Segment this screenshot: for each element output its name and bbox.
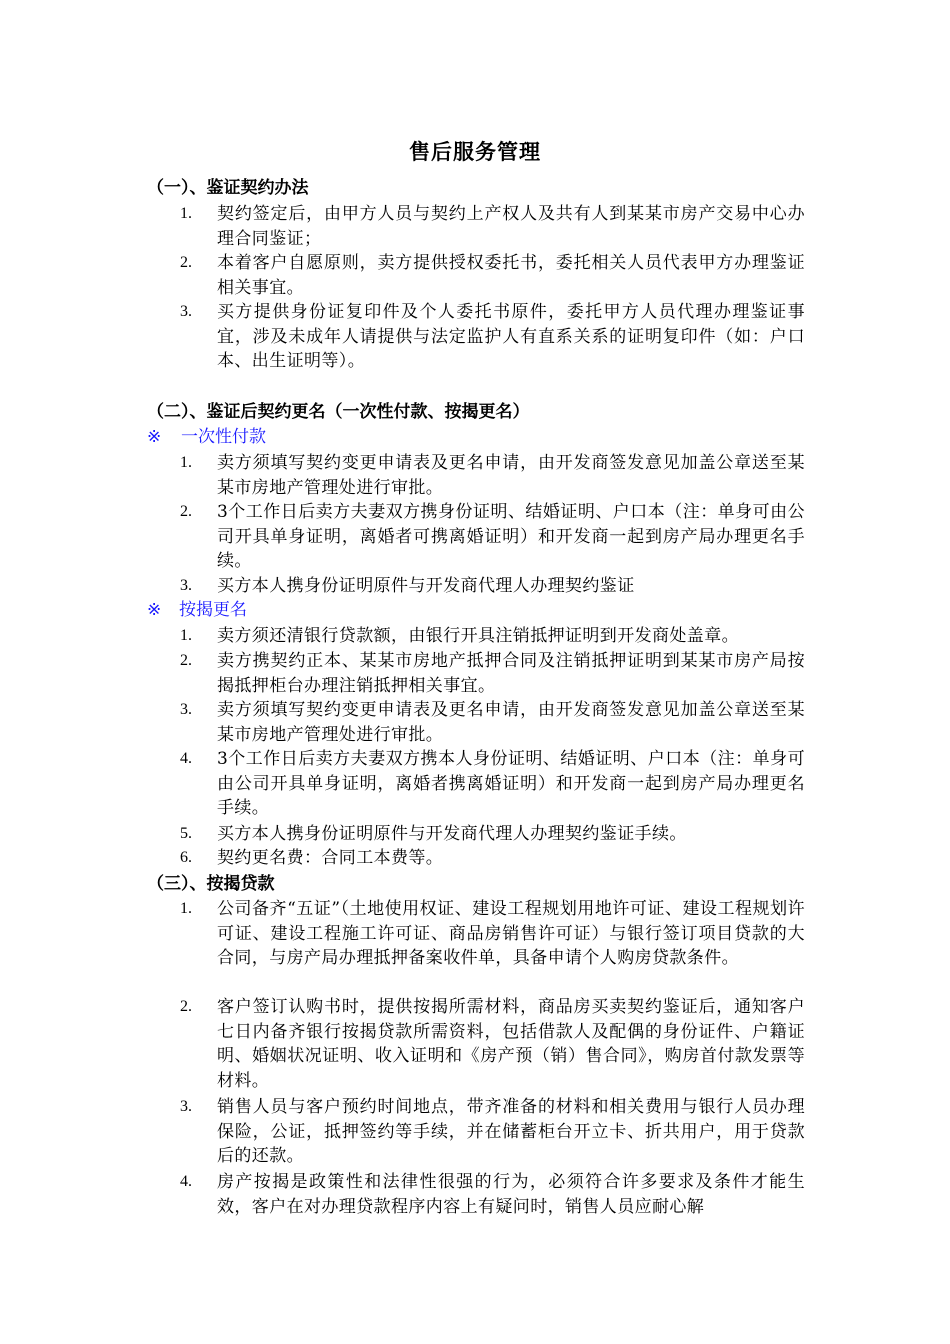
list-item — [180, 698, 805, 747]
item-text: 卖方须还清银行贷款额，由银行开具注销抵押证明到开发商处盖章。 — [217, 626, 739, 646]
list-item — [180, 649, 805, 698]
item-number: 4. — [180, 750, 192, 767]
item-text: 买方提供身份证复印件及个人委托书原件，委托甲方人员代理办理鉴证事宜，涉及未成年人请提供与法定监护人有直系关系的证明复印件（如：户口本、出生证明等）。 — [217, 302, 805, 371]
item-text: 3个工作日后卖方夫妻双方携身份证明、结婚证明、户口本（注：单身可由公司开具单身证明，离婚者可携离婚证明）和开发商一起到房产局办理更名手续。 — [217, 502, 805, 571]
list-item — [180, 500, 805, 574]
item-number: 2. — [180, 652, 192, 669]
item-text: 卖方须填写契约变更申请表及更名申请，由开发商签发意见加盖公章送至某某市房地产管理处进行审批。 — [217, 700, 805, 745]
item-number: 3. — [180, 577, 192, 594]
list-item — [180, 451, 805, 500]
section-heading: （三）、按揭贷款 — [147, 874, 275, 894]
list-item — [180, 995, 805, 1093]
item-text: 销售人员与客户预约时间地点，带齐准备的材料和相关费用与银行人员办理保险，公证，抵押签约等手续，并在储蓄柜台开立卡、折共用户，用于贷款后的还款。 — [217, 1097, 805, 1166]
section-heading: （二）、鉴证后契约更名（一次性付款、按揭更名） — [147, 402, 530, 422]
item-number: 3. — [180, 1098, 192, 1115]
item-number: 2. — [180, 998, 192, 1015]
list-item — [180, 251, 805, 300]
item-number: 2. — [180, 254, 192, 271]
section-heading: （一）、鉴证契约办法 — [147, 178, 309, 198]
item-number: 2. — [180, 503, 192, 520]
subsection-title: 一次性付款 — [181, 427, 266, 447]
item-text: 买方本人携身份证明原件与开发商代理人办理契约鉴证手续。 — [217, 824, 687, 844]
item-text: 公司备齐“五证”（土地使用权证、建设工程规划用地许可证、建设工程规划许可证、建设工程施工许可证、商品房销售许可证）与银行签订项目贷款的大合同，与房产局办理抵押备案收件单，具备申请个人购房贷款条件。 — [217, 899, 805, 968]
item-text: 买方本人携身份证明原件与开发商代理人办理契约鉴证 — [217, 576, 635, 596]
subsection-title: 按揭更名 — [179, 600, 247, 620]
list-item — [180, 846, 805, 871]
item-text: 3个工作日后卖方夫妻双方携本人身份证明、结婚证明、户口本（注：单身可由公司开具单身证明，离婚者携离婚证明）和开发商一起到房产局办理更名手续。 — [217, 749, 805, 818]
list-item — [180, 747, 805, 821]
item-text: 契约更名费：合同工本费等。 — [217, 848, 444, 868]
list-item — [180, 1095, 805, 1169]
item-text: 契约签定后，由甲方人员与契约上产权人及共有人到某某市房产交易中心办理合同鉴证； — [217, 204, 805, 249]
list-item — [180, 202, 805, 251]
list-item — [180, 624, 805, 649]
subsection-heading-mortgage-rename — [147, 598, 247, 622]
reference-mark: ※ — [147, 427, 162, 447]
list-item — [180, 897, 805, 971]
page-title: 售后服务管理 — [409, 139, 541, 164]
subsection-heading-lump-sum — [147, 425, 266, 449]
item-number: 1. — [180, 454, 192, 471]
item-text: 本着客户自愿原则，卖方提供授权委托书，委托相关人员代表甲方办理鉴证相关事宜。 — [217, 253, 805, 298]
item-number: 3. — [180, 303, 192, 320]
list-item — [180, 574, 805, 599]
list-item — [180, 1170, 805, 1219]
item-number: 5. — [180, 825, 192, 842]
item-text: 客户签订认购书时，提供按揭所需材料，商品房买卖契约鉴证后，通知客户七日内备齐银行按揭贷款所需资料，包括借款人及配偶的身份证件、户籍证明、婚姻状况证明、收入证明和《房产预（销）售合同》，购房首付款发票等材料。 — [217, 997, 805, 1091]
item-number: 3. — [180, 701, 192, 718]
item-text: 卖方须填写契约变更申请表及更名申请，由开发商签发意见加盖公章送至某某市房地产管理处进行审批。 — [217, 453, 805, 498]
item-number: 1. — [180, 900, 192, 917]
item-text: 卖方携契约正本、某某市房地产抵押合同及注销抵押证明到某某市房产局按揭抵押柜台办理注销抵押相关事宜。 — [217, 651, 805, 696]
item-number: 1. — [180, 627, 192, 644]
item-number: 6. — [180, 849, 192, 866]
item-number: 4. — [180, 1173, 192, 1190]
reference-mark: ※ — [147, 600, 162, 620]
list-item — [180, 300, 805, 374]
list-item — [180, 822, 805, 847]
item-number: 1. — [180, 205, 192, 222]
item-text: 房产按揭是政策性和法律性很强的行为，必须符合许多要求及条件才能生效，客户在对办理贷款程序内容上有疑问时，销售人员应耐心解 — [217, 1172, 805, 1217]
